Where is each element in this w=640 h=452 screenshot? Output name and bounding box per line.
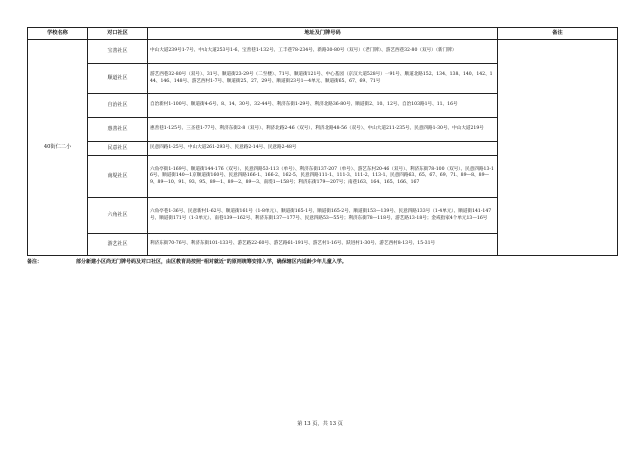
community-name: 惠善社区 [88,118,148,142]
district-table [27,27,618,256]
remark-cell [498,40,618,256]
address-cell: 游艺西巷32-80号（双号）、31号、顺道街23-29号（二至楼）、71号、顺道街121号、中心基园（京汉大道528号）一91号、顺道北路152、134、138、140、142、144、146、148号、游艺西村1-7号、顺道街25、27、29号、顺道街23号1—4单元、顺道街65、67、69、71号 [148,64,498,94]
header-remark: 备注 [498,28,618,40]
header-school: 学校名称 [28,28,88,40]
table-row [28,40,618,64]
community-name: 南堤社区 [88,156,148,198]
address-cell: 六角亭巷1-36号、民意新村1-62号、顺道街161号（1-8单元）、顺道街165-1号、顺道街165-2号、顺道街153—139号、民意四路133号（1-4单元）、顺道街141-147号、顺道街171号（1-3单元）、南巷139—162号、利济东街137—177号、民意四路53—55号；利济东街78—118号、游艺路13-18号；金戒指家4个单元13—16号 [148,198,498,234]
community-name: 六角社区 [88,198,148,234]
enrollment-sheet [27,27,617,265]
community-name: 民意社区 [88,142,148,156]
note-line [27,258,617,265]
address-cell: 六角亭街1-169号、顺道街144-176（双号）、民意四路53-113（单号）、利济东街137-207（单号）、游艺东村20-46（双号）、利济东街78-100（双号）、民意四路13-16号、顺道街140—1京顺道街160号、民意四路166-1、166-2、162-5、民意四路111-1、111-3、111-2、113-1、民意四路63、65、67、69、71、89—8、89—9、89—10、91、93、95、89—1、89—2、89—3、南堤1—158号；利济东街179—207号；南巷163、164、165、166、167 [148,156,498,198]
address-cell: 惠善巷1-125号、三圣巷1-77号、利济东街2-8（双号）、利济北路2-46（双号）、利济北路48-56（双号）、中山大道211-235号、民意四路1-30号、中山大道219号 [148,118,498,142]
address-cell: 中山大道239号1-7号、中山大道253号1-6、宝善巷1-132号、工丰巷78-234号、新路30-80号（双号）（老门牌）、游艺西巷32-80（双号）（新门牌） [148,40,498,64]
school-name: 40街仁二小 [28,40,88,256]
community-name: 自治社区 [88,94,148,118]
address-cell: 自治新村1-100号、顺道街4-6号、8、14、30号、32-44号、利济东街1-29号、利济北路36-80号、顺道街2、10、12号、自治103路1号、11、16号 [148,94,498,118]
note-label: 备注： [27,259,43,265]
community-name: 顺道社区 [88,64,148,94]
community-name: 宝善社区 [88,40,148,64]
community-name: 游艺社区 [88,234,148,256]
address-cell: 民意四路1-25号、中山大道261-293号、民意路2-14号、民意路2-48号 [148,142,498,156]
page-number: 第 13 页，共 13 页 [297,421,343,427]
note-text: 部分新建小区尚无门牌号码及对口社区，由区教育局按照“相对就近”的原则统筹安排入学，确保辖区内适龄少年儿童入学。 [76,259,347,265]
address-cell: 利济东街70-76号、利济东街101-133号、游艺路22-60号、游艺路61-191号、游艺村1-16号、跃进村1-30号、游艺西村8-13号、15-31号 [148,234,498,256]
header-row [28,28,618,40]
header-community: 对口社区 [88,28,148,40]
header-address: 地址及门牌号码 [148,28,498,40]
